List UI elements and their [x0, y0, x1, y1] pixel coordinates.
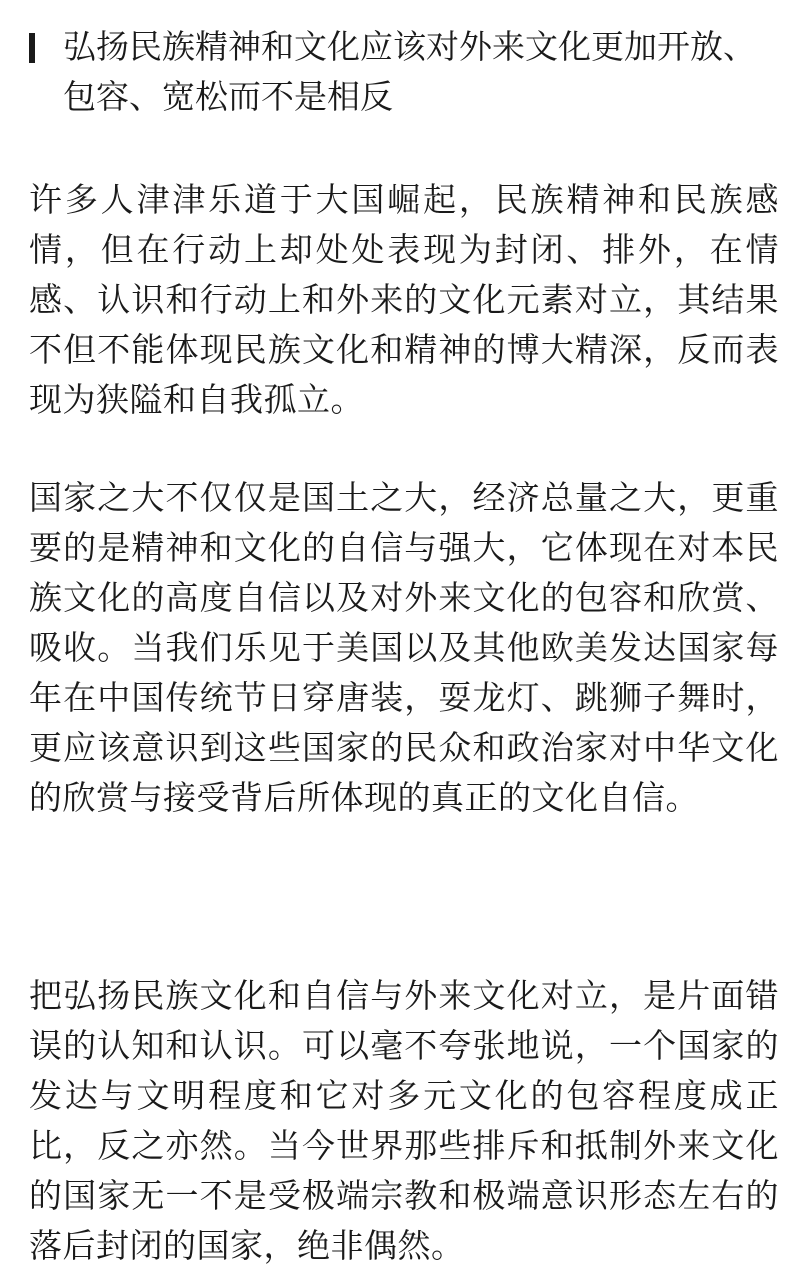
paragraph-1: 许多人津津乐道于大国崛起，民族精神和民族感情，但在行动上却处处表现为封闭、排外，在情感、认识和行动上和外来的文化元素对立，其结果不但不能体现民族文化和精神的博大精深，反而表现为狭隘和自我孤立。 [29, 180, 779, 419]
heading-marker-bar [29, 33, 35, 63]
article [29, 22, 779, 1271]
article-heading-text: 弘扬民族精神和文化应该对外来文化更加开放、包容、宽松而不是相反 [63, 27, 756, 116]
article-heading [29, 22, 779, 122]
paragraph-3: 把弘扬民族文化和自信与外来文化对立，是片面错误的认知和认识。可以毫不夸张地说，一个国家的发达与文明程度和它对多元文化的包容程度成正比，反之亦然。当今世界那些排斥和抵制外来文化的国家无一不是受极端宗教和极端意识形态左右的落后封闭的国家，绝非偶然。 [29, 976, 779, 1265]
paragraph-2: 国家之大不仅仅是国土之大，经济总量之大，更重要的是精神和文化的自信与强大，它体现在对本民族文化的高度自信以及对外来文化的包容和欣赏、吸收。当我们乐见于美国以及其他欧美发达国家每年在中国传统节日穿唐装，耍龙灯、跳狮子舞时，更应该意识到这些国家的民众和政治家对中华文化的欣赏与接受背后所体现的真正的文化自信。 [29, 478, 779, 817]
